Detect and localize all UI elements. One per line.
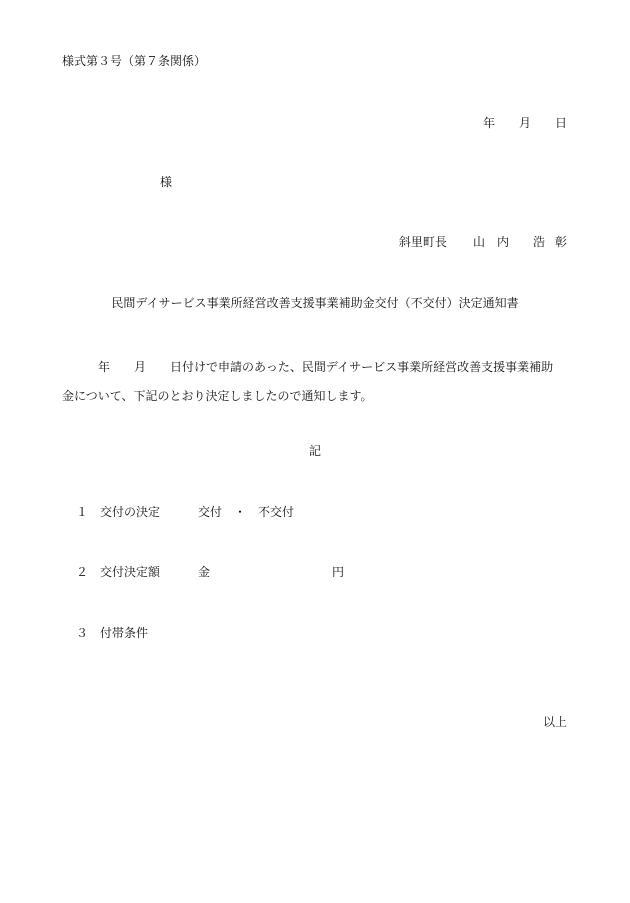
item-grant-amount (76, 564, 344, 580)
date-line (483, 115, 567, 131)
ki-heading: 記 (308, 444, 321, 458)
body-line-1-text: 日付けで申請のあった、民間デイサービス事業所経営改善支援事業補助 (170, 360, 554, 374)
item-grant-decision (76, 504, 294, 520)
sender-name-part2: 内 (496, 235, 509, 249)
currency-prefix: 金 (198, 565, 211, 579)
body-line-2: 金について、下記のとおり決定しましたので通知します。 (62, 389, 373, 403)
item-conditions (76, 625, 148, 641)
form-number: 様式第３号（第７条関係） (62, 54, 207, 68)
currency-suffix: 円 (332, 565, 345, 579)
sender-title: 斜里町長 (398, 235, 447, 249)
closing-mark: 以上 (542, 715, 567, 729)
addressee-honorific: 様 (160, 175, 173, 189)
item-number: ２ (76, 565, 89, 579)
item-label: 交付の決定 (100, 505, 161, 519)
date-month: 月 (518, 116, 531, 130)
sender-name-part4: 彰 (554, 235, 567, 249)
option-no-grant: 不交付 (258, 505, 295, 519)
body-month: 月 (134, 360, 147, 374)
sender-line (399, 234, 567, 250)
item-number: １ (76, 505, 89, 519)
item-number: ３ (76, 626, 89, 640)
body-line-1 (62, 353, 572, 382)
sender-name-part1: 山 (472, 235, 485, 249)
date-day: 日 (554, 116, 567, 130)
document-title: 民間デイサービス事業所経営改善支援事業補助金交付（不交付）決定通知書 (111, 296, 519, 310)
body-year: 年 (98, 360, 111, 374)
body-paragraph (62, 353, 572, 411)
item-label: 付帯条件 (100, 626, 149, 640)
sender-name-part3: 浩 (532, 235, 545, 249)
date-year: 年 (482, 116, 495, 130)
item-label: 交付決定額 (100, 565, 161, 579)
option-separator: ・ (234, 505, 247, 519)
option-grant: 交付 (198, 505, 223, 519)
